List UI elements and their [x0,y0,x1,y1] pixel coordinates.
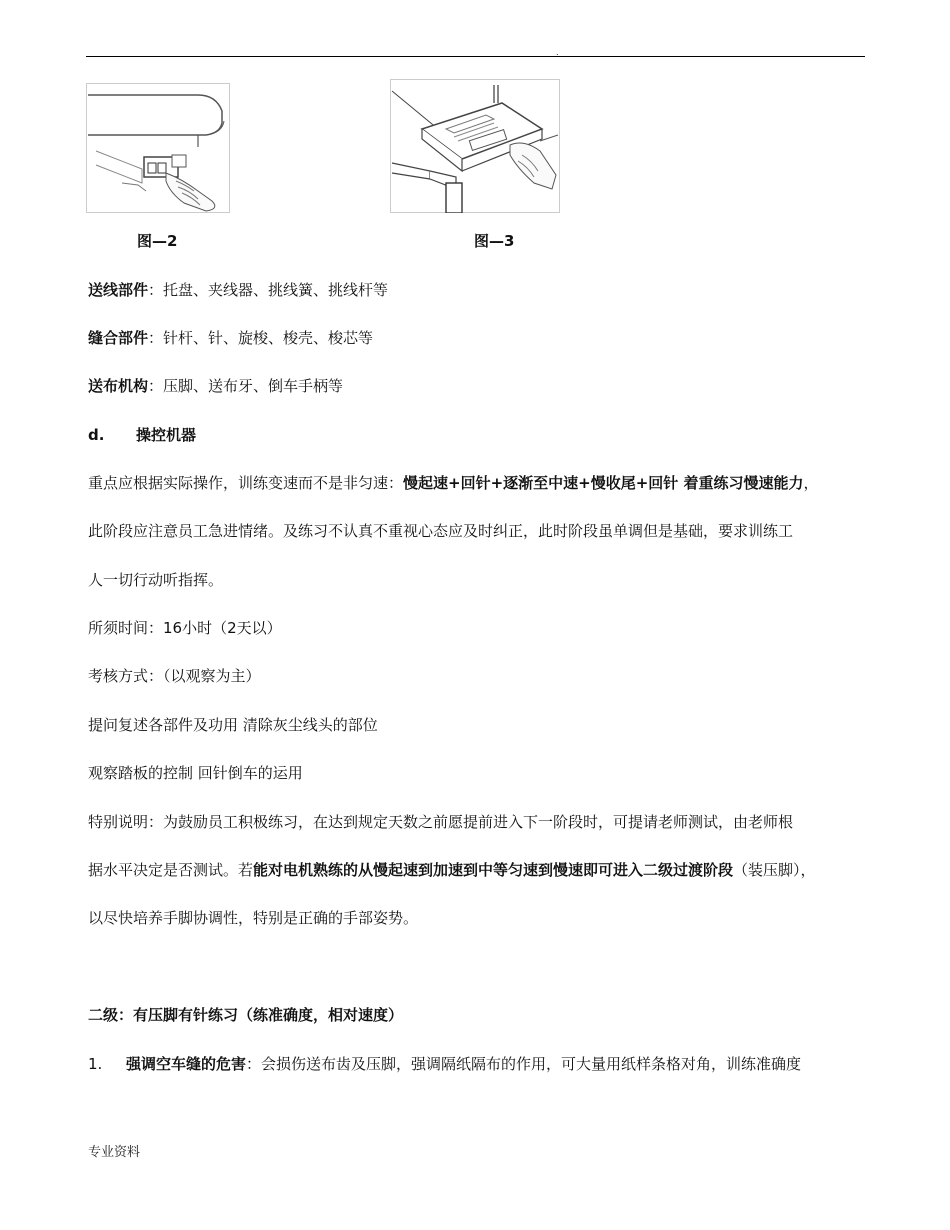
assessment-method: 考核方式：（以观察为主） [88,667,261,685]
page-footer: 专业资料 [88,1145,141,1160]
item-d-title: 操控机器 [136,426,197,444]
para1-l1-bold: 慢起速+回针+逐渐至中速+慢收尾+回针 着重练习慢速能力 [403,474,804,492]
figure-2-illustration [86,83,230,213]
para1-l1-end: ， [803,474,819,492]
header-mark: . [556,48,559,57]
special-note-line3: 以尽快培养手脚协调性，特别是正确的手部姿势。 [88,909,419,927]
sewing-parts-line [88,328,373,348]
fabric-feed-text: ：压脚、送布牙、倒车手柄等 [148,377,344,395]
item-d-marker: d. [88,426,105,444]
feed-parts-text: ：托盘、夹线器、挑线簧、挑线杆等 [148,281,389,299]
check-item-2: 观察踏板的控制 回针倒车的运用 [88,764,303,782]
figure-3-caption: 图—3 [474,232,515,250]
fabric-feed-line [88,376,343,396]
item-1-number: 1. [88,1055,103,1073]
level2-heading: 二级：有压脚有针练习（练准确度，相对速度） [88,1006,404,1024]
sewing-parts-label: 缝合部件 [88,329,149,347]
item-1-bold: 强调空车缝的危害 [126,1055,247,1073]
special-l2-bold: 能对电机熟练的从慢起速到加速到中等匀速到慢速即可进入二级过渡阶段 [253,861,734,879]
feed-parts-line [88,280,388,300]
item-1-line [88,1054,801,1074]
para1-line3: 人一切行动听指挥。 [88,571,224,589]
figure-3-illustration [390,79,560,213]
para1-l1-plain: 重点应根据实际操作，训练变速而不是非匀速： [88,474,404,492]
time-required: 所须时间：16小时（2天以） [88,619,282,637]
header-rule [86,56,865,57]
figure-2-caption: 图—2 [137,232,178,250]
special-note-line1: 特别说明：为鼓励员工积极练习，在达到规定天数之前愿提前进入下一阶段时，可提请老师测试，由老师根 [88,813,794,831]
special-l2-plain: 据水平决定是否测试。若 [88,861,254,879]
item-d-heading [88,425,196,445]
para1-line2: 此阶段应注意员工急进情绪。及练习不认真不重视心态应及时纠正，此时阶段虽单调但是基础，要求训练工 [88,522,794,540]
fabric-feed-label: 送布机构 [88,377,149,395]
check-item-1: 提问复述各部件及功用 清除灰尘线头的部位 [88,716,378,734]
sewing-parts-text: ：针杆、针、旋梭、梭壳、梭芯等 [148,329,374,347]
special-note-line2 [88,860,816,880]
special-l2-end: （装压脚）， [733,861,816,879]
item-1-text: ：会损伤送布齿及压脚，强调隔纸隔布的作用，可大量用纸样条格对角，训练准确度 [246,1055,802,1073]
feed-parts-label: 送线部件 [88,281,149,299]
para1-line1 [88,473,819,493]
